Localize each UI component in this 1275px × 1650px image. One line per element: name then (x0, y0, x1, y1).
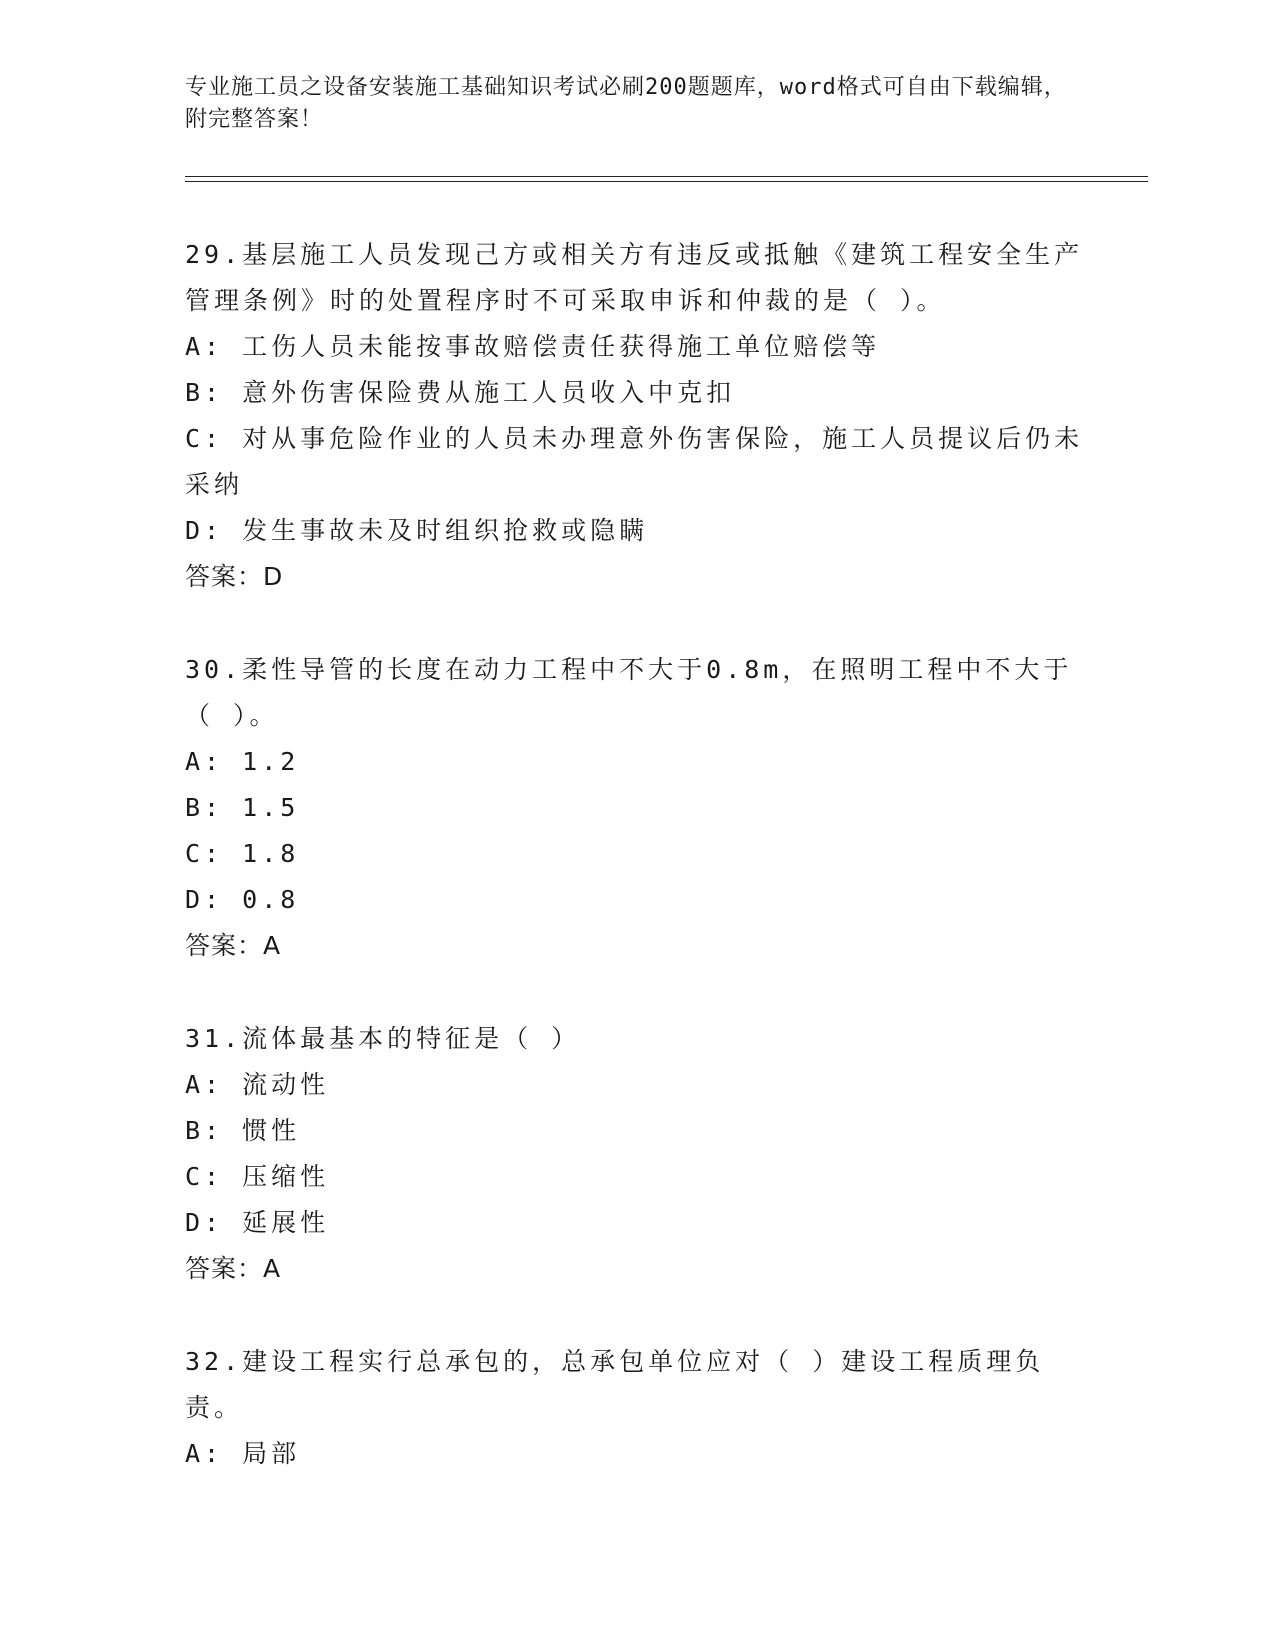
option-d: D: 延展性 (185, 1208, 330, 1237)
question-list (185, 232, 1085, 1477)
answer-line: 答案：D (185, 562, 284, 591)
option-d: D: 发生事故未及时组织抢救或隐瞒 (185, 516, 649, 545)
option-a: A: 1.2 (185, 747, 300, 776)
question-29 (185, 232, 1085, 600)
answer-line: 答案：A (185, 931, 282, 960)
option-c: C: 对从事危险作业的人员未办理意外伤害保险，施工人员提议后仍未采纳 (185, 424, 1084, 499)
option-b: B: 意外伤害保险费从施工人员收入中克扣 (185, 378, 736, 407)
header-divider-top (185, 176, 1148, 177)
option-a: A: 工伤人员未能按事故赔偿责任获得施工单位赔偿等 (185, 332, 881, 361)
question-31 (185, 1016, 1085, 1292)
header-divider-bottom (185, 181, 1148, 182)
option-d: D: 0.8 (185, 885, 300, 914)
option-c: C: 1.8 (185, 839, 300, 868)
question-stem: 29.基层施工人员发现己方或相关方有违反或抵触《建筑工程安全生产管理条例》时的处置程序时不可采取申诉和仲裁的是（ ）。 (185, 240, 1084, 315)
option-a: A: 流动性 (185, 1070, 330, 1099)
option-a: A: 局部 (185, 1439, 301, 1468)
option-b: B: 惯性 (185, 1116, 301, 1145)
question-30 (185, 647, 1085, 969)
question-stem: 32.建设工程实行总承包的，总承包单位应对（ ）建设工程质理负责。 (185, 1347, 1045, 1422)
answer-line: 答案：A (185, 1254, 282, 1283)
question-stem: 31.流体最基本的特征是（ ） (185, 1024, 581, 1053)
question-32 (185, 1339, 1085, 1477)
option-c: C: 压缩性 (185, 1162, 330, 1191)
option-b: B: 1.5 (185, 793, 300, 822)
question-stem: 30.柔性导管的长度在动力工程中不大于0.8m，在照明工程中不大于（ ）。 (185, 655, 1073, 730)
document-header: 专业施工员之设备安装施工基础知识考试必刷200题题库，word格式可自由下载编辑，附完整答案！ (185, 75, 1067, 132)
